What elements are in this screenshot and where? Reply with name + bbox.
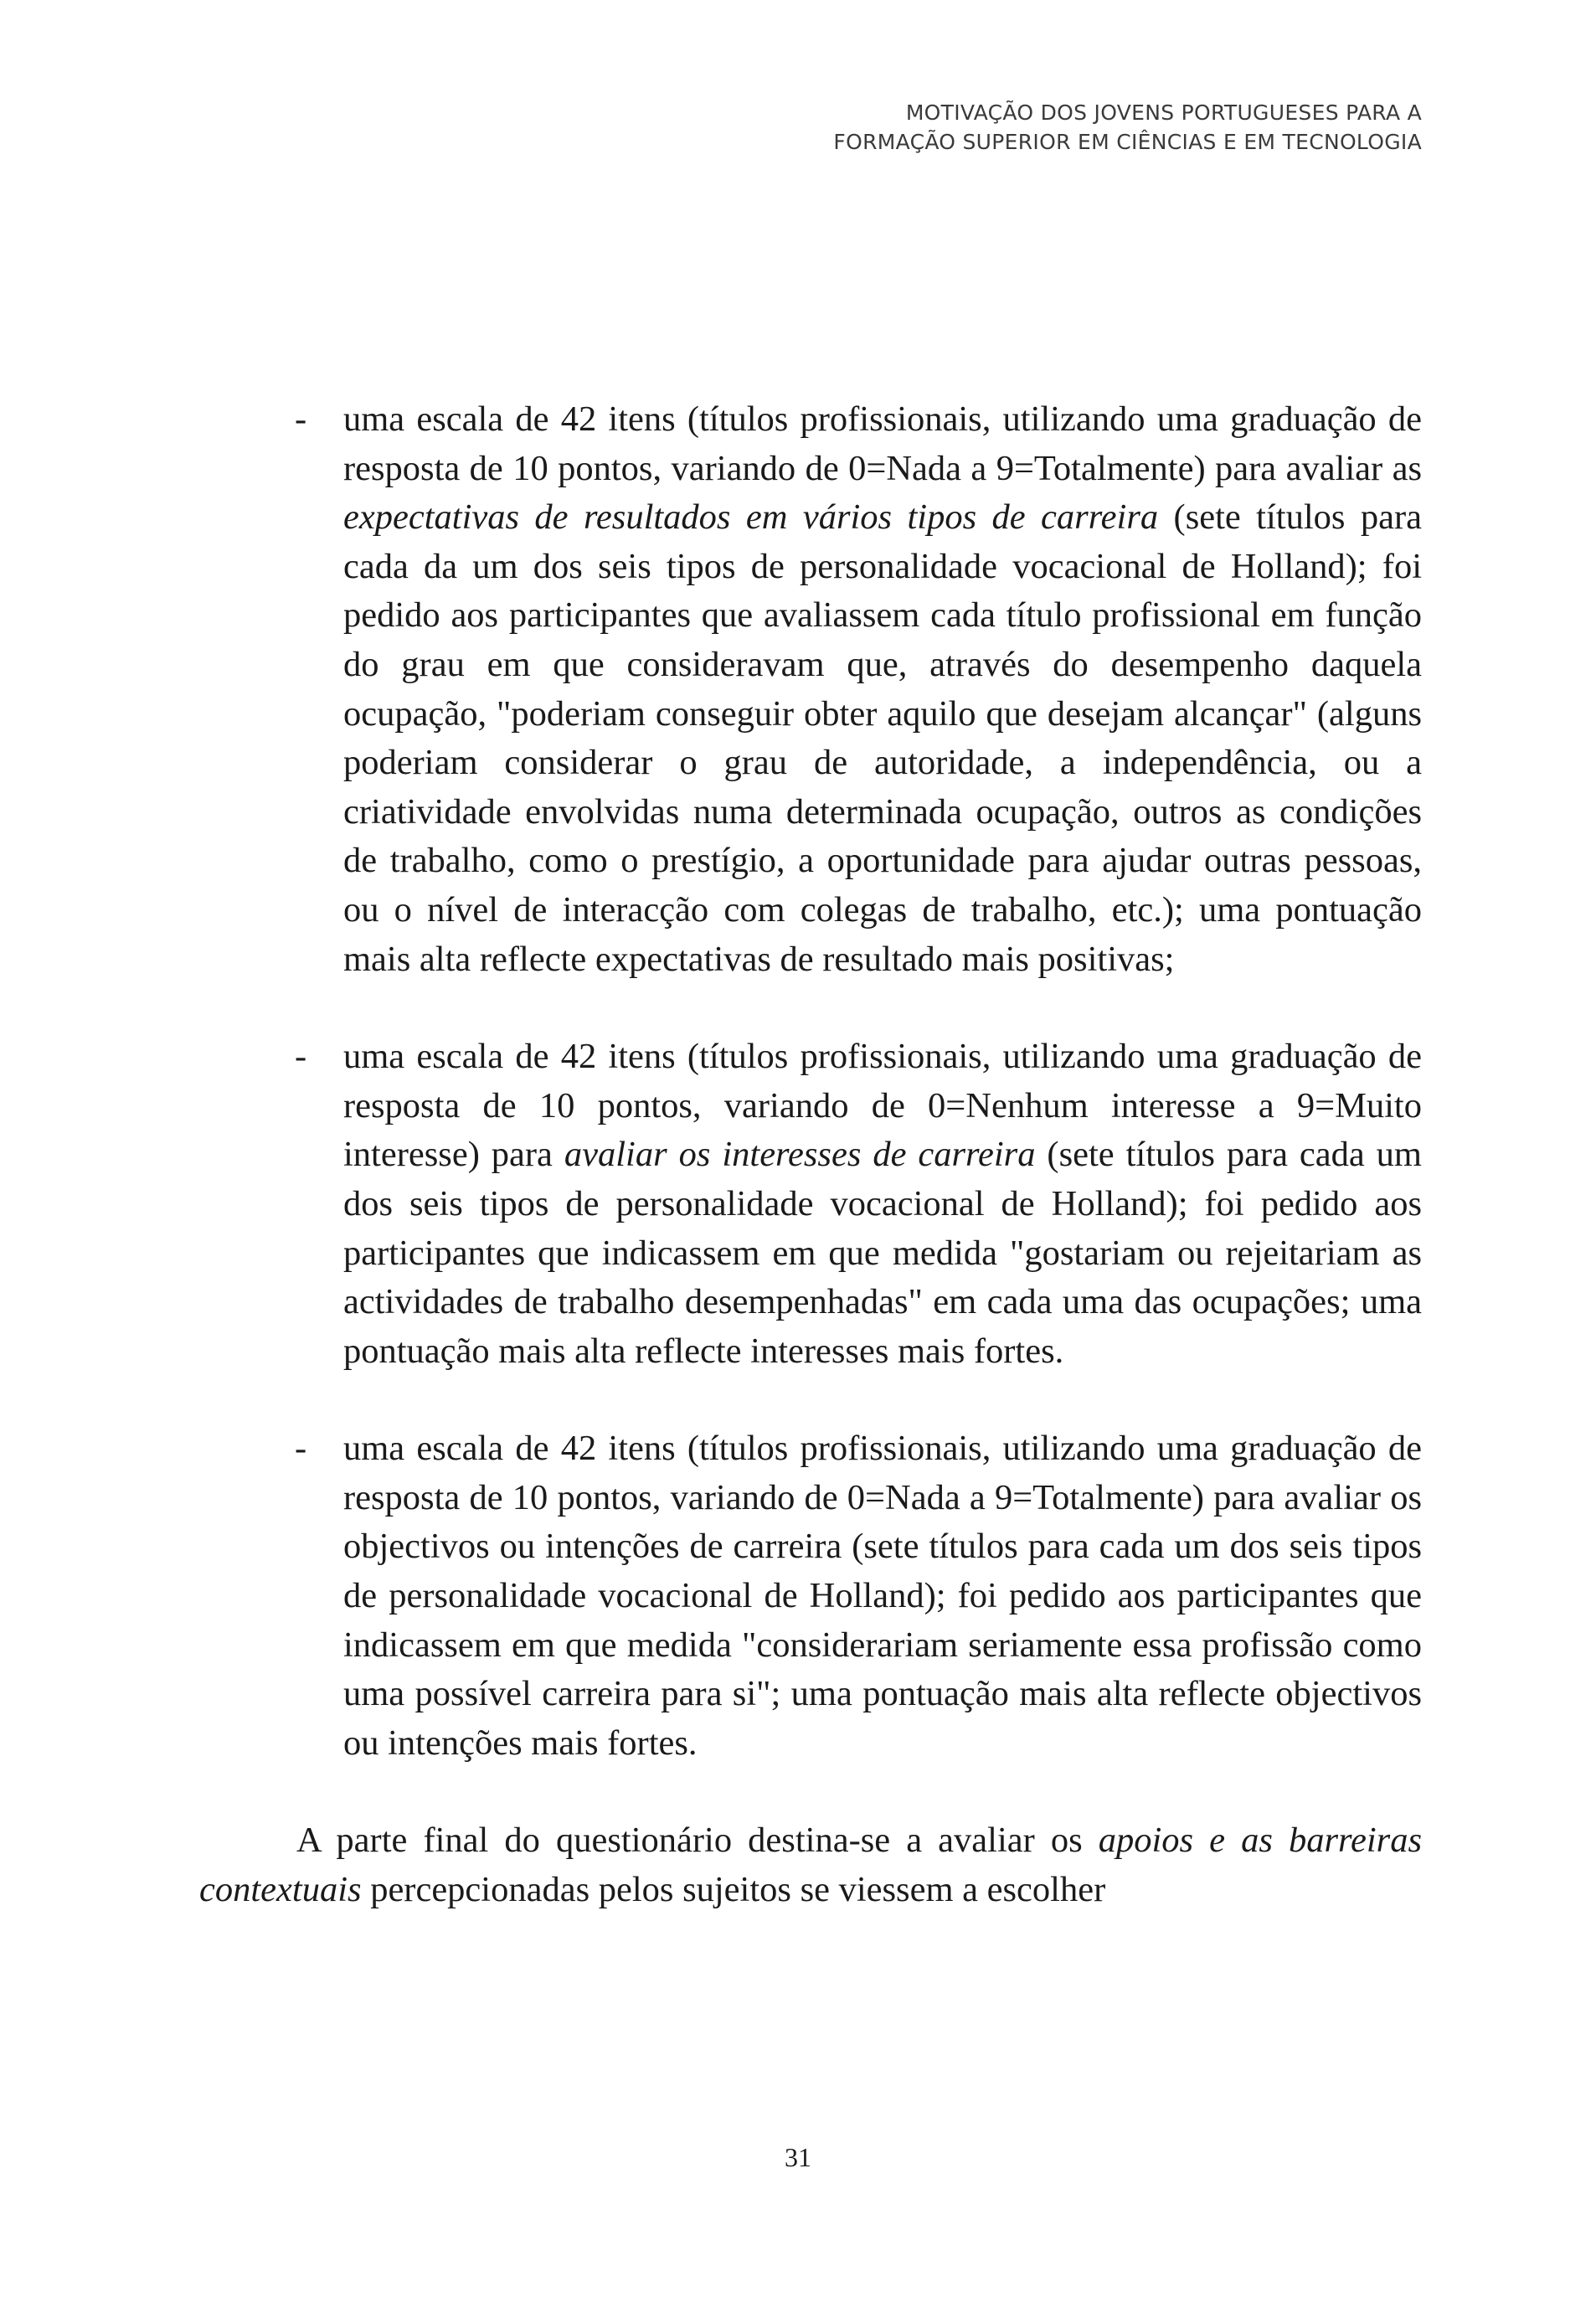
text-segment: (sete títulos para cada da um dos seis tipos de personalidade vocacional de Holland); foi pedido aos participantes que avaliassem cada título profissional em função do grau em que consideravam que, através do desempenho daquela ocupação, "poderiam conseguir obter aquilo que desejam alcançar" (alguns poderiam considerar o grau de autoridade, a independência, ou a criatividade envolvidas numa determinada ocupação, outros as condições de trabalho, como o prestígio, a oportunidade para ajudar outras pessoas, ou o nível de interacção com colegas de trabalho, etc.); uma pontuação mais alta reflecte expectativas de resultado mais positivas; [343, 497, 1422, 979]
list-item [199, 1424, 1422, 1768]
list-item-text: uma escala de 42 itens (títulos profissionais, utilizando uma graduação de resposta de 10 pontos, variando de 0=Nada a 9=Totalmente) para avaliar os objectivos ou intenções de carreira (sete títulos para cada um dos seis tipos de personalidade vocacional de Holland); foi pedido aos participantes que indicassem em que medida "considerariam seriamente essa profissão como uma possível carreira para si"; uma pontuação mais alta reflecte objectivos ou intenções mais fortes. [343, 1429, 1422, 1763]
running-header-line-2: FORMAÇÃO SUPERIOR EM CIÊNCIAS E EM TECNOLOGIA [833, 129, 1422, 154]
text-segment: uma escala de 42 itens (títulos profissionais, utilizando uma graduação de resposta de 10 pontos, variando de 0=Nada a 9=Totalmente) para avaliar as [343, 399, 1422, 488]
list-item [199, 395, 1422, 984]
page-number: 31 [785, 2142, 811, 2172]
list-item-text [343, 395, 1422, 984]
running-header [833, 99, 1422, 157]
text-segment: percepcionadas pelos sujeitos se viessem a escolher [361, 1870, 1106, 1910]
list-bullet: - [295, 399, 307, 439]
body-paragraph [199, 1816, 1422, 1914]
text-segment: (sete títulos para cada um dos seis tipos de personalidade vocacional de Holland); foi pedido aos participantes que indicassem em que medida "gostariam ou rejeitariam as actividades de trabalho desempenhadas" em cada uma das ocupações; uma pontuação mais alta reflecte interesses mais fortes. [343, 1135, 1422, 1371]
running-header-line-1: MOTIVAÇÃO DOS JOVENS PORTUGUESES PARA A [905, 100, 1422, 125]
list-bullet: - [295, 1429, 307, 1469]
list-item [199, 1033, 1422, 1376]
list-item-text [343, 1033, 1422, 1376]
text-segment: A parte final do questionário destina-se a avaliar os [296, 1821, 1099, 1861]
text-segment: uma escala de 42 itens (títulos profissionais, utilizando uma graduação de resposta de 10 pontos, variando de 0=Nenhum interesse a 9=Muito interesse) para [343, 1037, 1422, 1175]
emphasis-text: expectativas de resultados em vários tipos de carreira [343, 497, 1159, 538]
list-bullet: - [295, 1037, 307, 1077]
emphasis-text: apoios e as barreiras contextuais [199, 1821, 1422, 1910]
page-content [199, 395, 1422, 1915]
emphasis-text: avaliar os interesses de carreira [564, 1135, 1036, 1175]
